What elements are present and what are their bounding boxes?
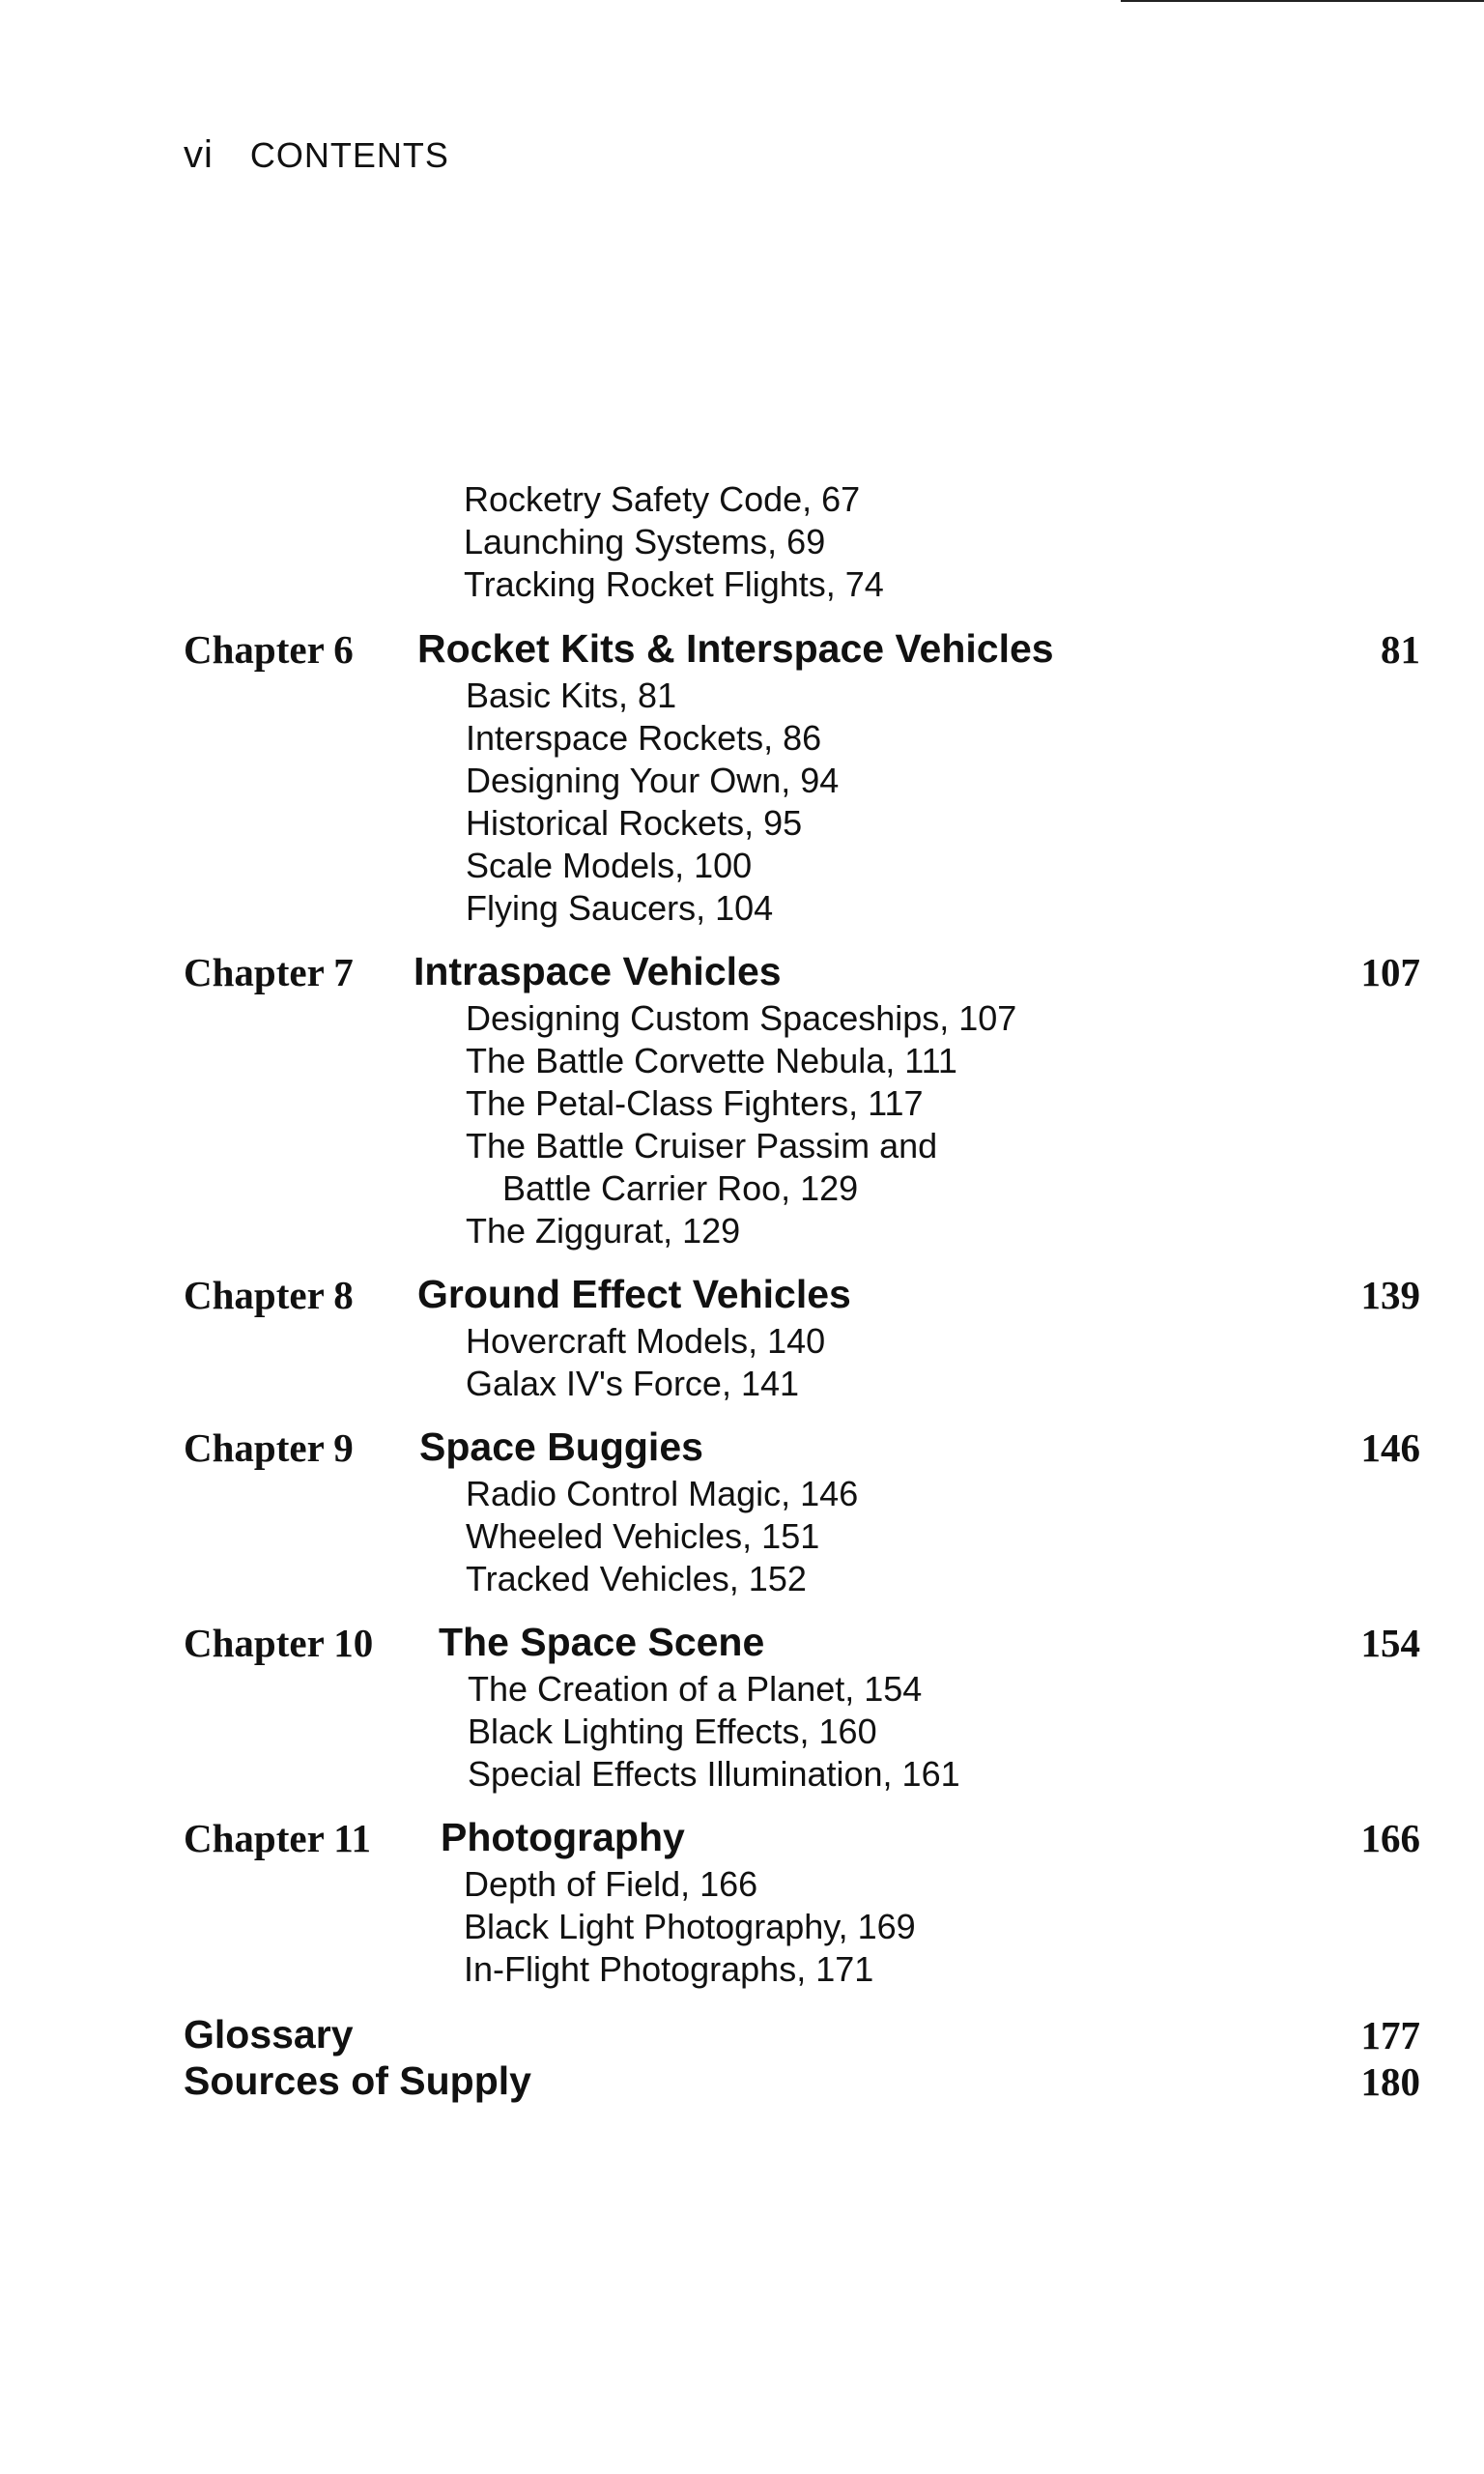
chapter-page: 107 [1360, 950, 1420, 994]
top-edge-rule [1121, 0, 1484, 2]
chapter-title: Photography [441, 1815, 685, 1859]
toc-section: Launching Systems, 69 [464, 522, 826, 561]
toc-section: Wheeled Vehicles, 151 [466, 1516, 820, 1556]
chapter-label: Chapter 11 [184, 1816, 372, 1860]
toc-section: Scale Models, 100 [466, 846, 753, 885]
back-matter-page: 180 [1360, 2059, 1420, 2104]
toc-section: In-Flight Photographs, 171 [464, 1949, 874, 1989]
toc-section: The Ziggurat, 129 [466, 1211, 741, 1251]
toc-section: Rocketry Safety Code, 67 [464, 479, 861, 519]
toc-section: Hovercraft Models, 140 [466, 1321, 826, 1361]
chapter-label: Chapter 7 [184, 950, 354, 994]
page-number: vi [184, 133, 214, 176]
toc-section: Battle Carrier Roo, 129 [502, 1168, 859, 1208]
toc-section: Flying Saucers, 104 [466, 888, 774, 928]
toc-section: Tracked Vehicles, 152 [466, 1559, 807, 1598]
toc-section: Black Lighting Effects, 160 [468, 1712, 877, 1751]
toc-section: The Battle Corvette Nebula, 111 [466, 1041, 957, 1080]
chapter-title: Intraspace Vehicles [414, 949, 782, 993]
chapter-title: Rocket Kits & Interspace Vehicles [417, 626, 1054, 671]
back-matter-title: Sources of Supply [184, 2058, 531, 2103]
toc-section: Galax IV's Force, 141 [466, 1364, 800, 1403]
toc-section: Depth of Field, 166 [464, 1864, 758, 1904]
toc-section: The Battle Cruiser Passim and [466, 1126, 938, 1165]
chapter-label: Chapter 10 [184, 1621, 374, 1665]
toc-section: Designing Custom Spaceships, 107 [466, 998, 1017, 1038]
running-head [184, 133, 449, 177]
chapter-title: Space Buggies [419, 1424, 703, 1469]
chapter-title: The Space Scene [439, 1620, 765, 1664]
chapter-title: Ground Effect Vehicles [417, 1272, 851, 1316]
toc-section: Special Effects Illumination, 161 [468, 1754, 960, 1794]
toc-section: The Creation of a Planet, 154 [468, 1669, 923, 1709]
toc-section: Radio Control Magic, 146 [466, 1474, 859, 1513]
running-head-title: CONTENTS [249, 135, 449, 175]
toc-section: Designing Your Own, 94 [466, 761, 840, 800]
chapter-page: 81 [1381, 627, 1420, 672]
toc-section: The Petal-Class Fighters, 117 [466, 1083, 924, 1123]
back-matter-title: Glossary [184, 2012, 354, 2057]
chapter-label: Chapter 6 [184, 627, 354, 672]
back-matter-page: 177 [1360, 2013, 1420, 2057]
toc-section: Basic Kits, 81 [466, 676, 677, 715]
chapter-page: 166 [1360, 1816, 1420, 1860]
chapter-page: 146 [1360, 1425, 1420, 1470]
toc-section: Black Light Photography, 169 [464, 1907, 916, 1946]
toc-section: Tracking Rocket Flights, 74 [464, 564, 884, 604]
chapter-page: 139 [1360, 1273, 1420, 1317]
chapter-label: Chapter 9 [184, 1425, 354, 1470]
chapter-page: 154 [1360, 1621, 1420, 1665]
toc-section: Historical Rockets, 95 [466, 803, 803, 843]
chapter-label: Chapter 8 [184, 1273, 354, 1317]
toc-section: Interspace Rockets, 86 [466, 718, 822, 758]
